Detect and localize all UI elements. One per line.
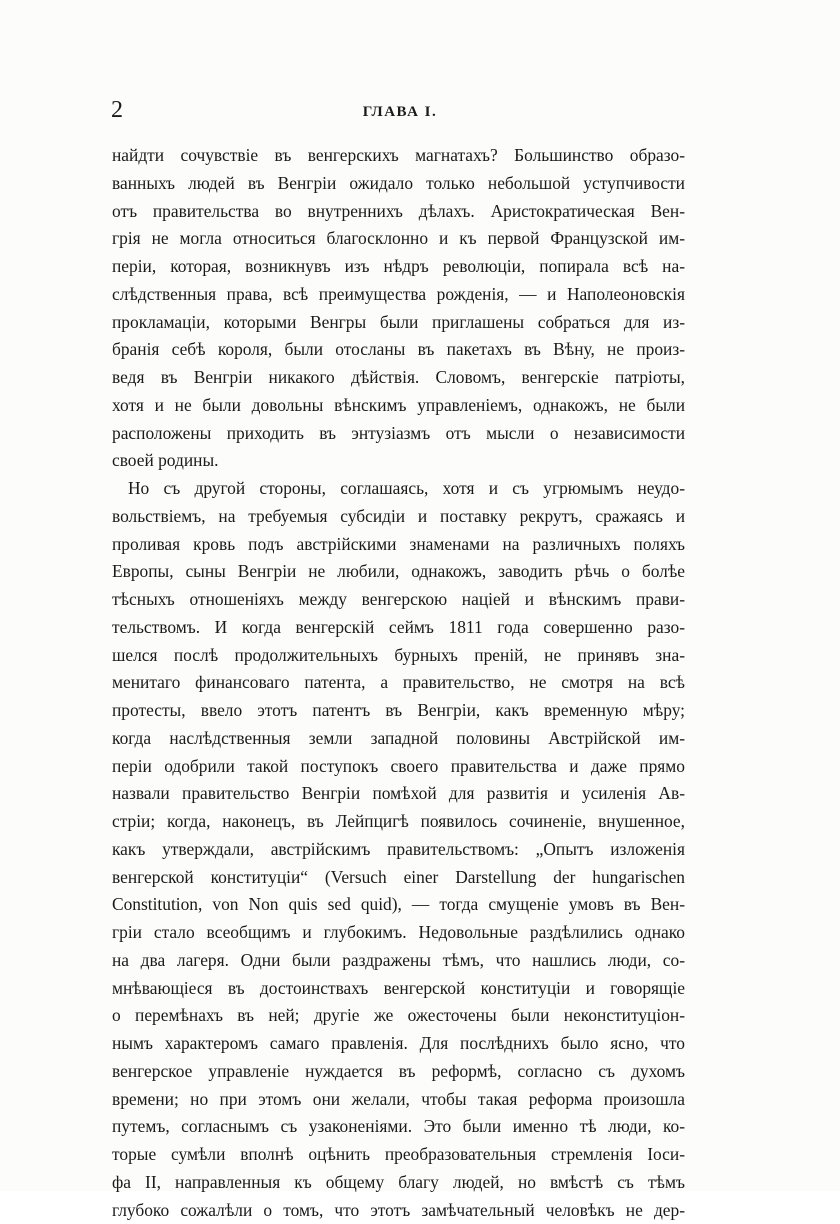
text-line: менитаго финансоваго патента, а правительство, не смотря на всѣ	[112, 669, 685, 697]
text-line: бранія себѣ короля, были отосланы въ пакетахъ въ Вѣну, не произ-	[112, 336, 685, 364]
text-line: проливая кровь подъ австрійскими знаменами на различныхъ поляхъ	[112, 531, 685, 559]
text-line: венгерской конституціи“ (Versuch einer Darstellung der hungarischen	[112, 864, 685, 892]
text-line: фа II, направленныя къ общему благу людей, но вмѣстѣ съ тѣмъ	[112, 1169, 685, 1197]
text-line: венгерское управленіе нуждается въ реформѣ, согласно съ духомъ	[112, 1058, 685, 1086]
text-line: протесты, ввело этотъ патентъ въ Венгріи, какъ временную мѣру;	[112, 697, 685, 725]
text-line: отъ правительства во внутреннихъ дѣлахъ. Аристократическая Вен-	[112, 198, 685, 226]
text-line: Европы, сыны Венгріи не любили, однакожъ, заводить рѣчь о болѣе	[112, 558, 685, 586]
text-line: грія не могла относиться благосклонно и къ первой Французской им-	[112, 225, 685, 253]
text-line: о перемѣнахъ въ ней; другіе же ожесточены были неконституціон-	[112, 1002, 685, 1030]
text-line: на два лагеря. Одни были раздражены тѣмъ, что нашлись люди, со-	[112, 947, 685, 975]
text-line: тѣсныхъ отношеніяхъ между венгерскою націей и вѣнскимъ прави-	[112, 586, 685, 614]
text-line: когда наслѣдственныя земли западной половины Австрійской им-	[112, 725, 685, 753]
text-line: Constitution, von Non quis sed quid), — тогда смущеніе умовъ въ Вен-	[112, 891, 685, 919]
text-line: найдти сочувствіе въ венгерскихъ магнатахъ? Большинство образо-	[112, 142, 685, 170]
text-line: хотя и не были довольны вѣнскимъ управленіемъ, однакожъ, не были	[112, 392, 685, 420]
text-line: ванныхъ людей въ Венгріи ожидало только небольшой уступчивости	[112, 170, 685, 198]
text-line: слѣдственныя права, всѣ преимущества рожденія, — и Наполеоновскія	[112, 281, 685, 309]
text-line: своей родины.	[112, 447, 685, 475]
text-line: вольствіемъ, на требуемыя субсидіи и поставку рекрутъ, сражаясь и	[112, 503, 685, 531]
text-line: гріи стало всеобщимъ и глубокимъ. Недовольные раздѣлились однако	[112, 919, 685, 947]
text-line: путемъ, согласнымъ съ узаконеніями. Это были именно тѣ люди, ко-	[112, 1113, 685, 1141]
text-line: глубоко сожалѣли о томъ, что этотъ замѣчательный человѣкъ не дер-	[112, 1197, 685, 1224]
text-line: періи одобрили такой поступокъ своего правительства и даже прямо	[112, 753, 685, 781]
page-number: 2	[111, 96, 123, 124]
text-line: прокламаціи, которыми Венгры были приглашены собраться для из-	[112, 309, 685, 337]
text-line: ведя въ Венгріи никакого дѣйствія. Словомъ, венгерскіе патріоты,	[112, 364, 685, 392]
text-line: мнѣвающіеся въ достоинствахъ венгерской конституціи и говорящіе	[112, 975, 685, 1003]
text-line: тельствомъ. И когда венгерскій сеймъ 1811 года совершенно разо-	[112, 614, 685, 642]
running-title: ГЛАВА I.	[0, 102, 800, 122]
paragraph-start-line: Но съ другой стороны, соглашаясь, хотя и съ угрюмымъ неудо-	[112, 475, 685, 503]
text-line: торые сумѣли вполнѣ оцѣнить преобразовательныя стремленія Іоси-	[112, 1141, 685, 1169]
text-line: періи, которая, возникнувъ изъ нѣдръ революціи, попирала всѣ на-	[112, 253, 685, 281]
body-text	[112, 142, 685, 1224]
text-line: расположены приходить въ энтузіазмъ отъ мысли о независимости	[112, 420, 685, 448]
text-line: стріи; когда, наконецъ, въ Лейпцигѣ появилось сочиненіе, внушенное,	[112, 808, 685, 836]
text-line: шелся послѣ продолжительныхъ бурныхъ преній, не принявъ зна-	[112, 642, 685, 670]
text-line: времени; но при этомъ они желали, чтобы такая реформа произошла	[112, 1086, 685, 1114]
text-line: нымъ характеромъ самаго правленія. Для послѣднихъ было ясно, что	[112, 1030, 685, 1058]
text-line: какъ утверждали, австрійскимъ правительствомъ: „Опытъ изложенія	[112, 836, 685, 864]
text-line: назвали правительство Венгріи помѣхой для развитія и усиленія Ав-	[112, 780, 685, 808]
